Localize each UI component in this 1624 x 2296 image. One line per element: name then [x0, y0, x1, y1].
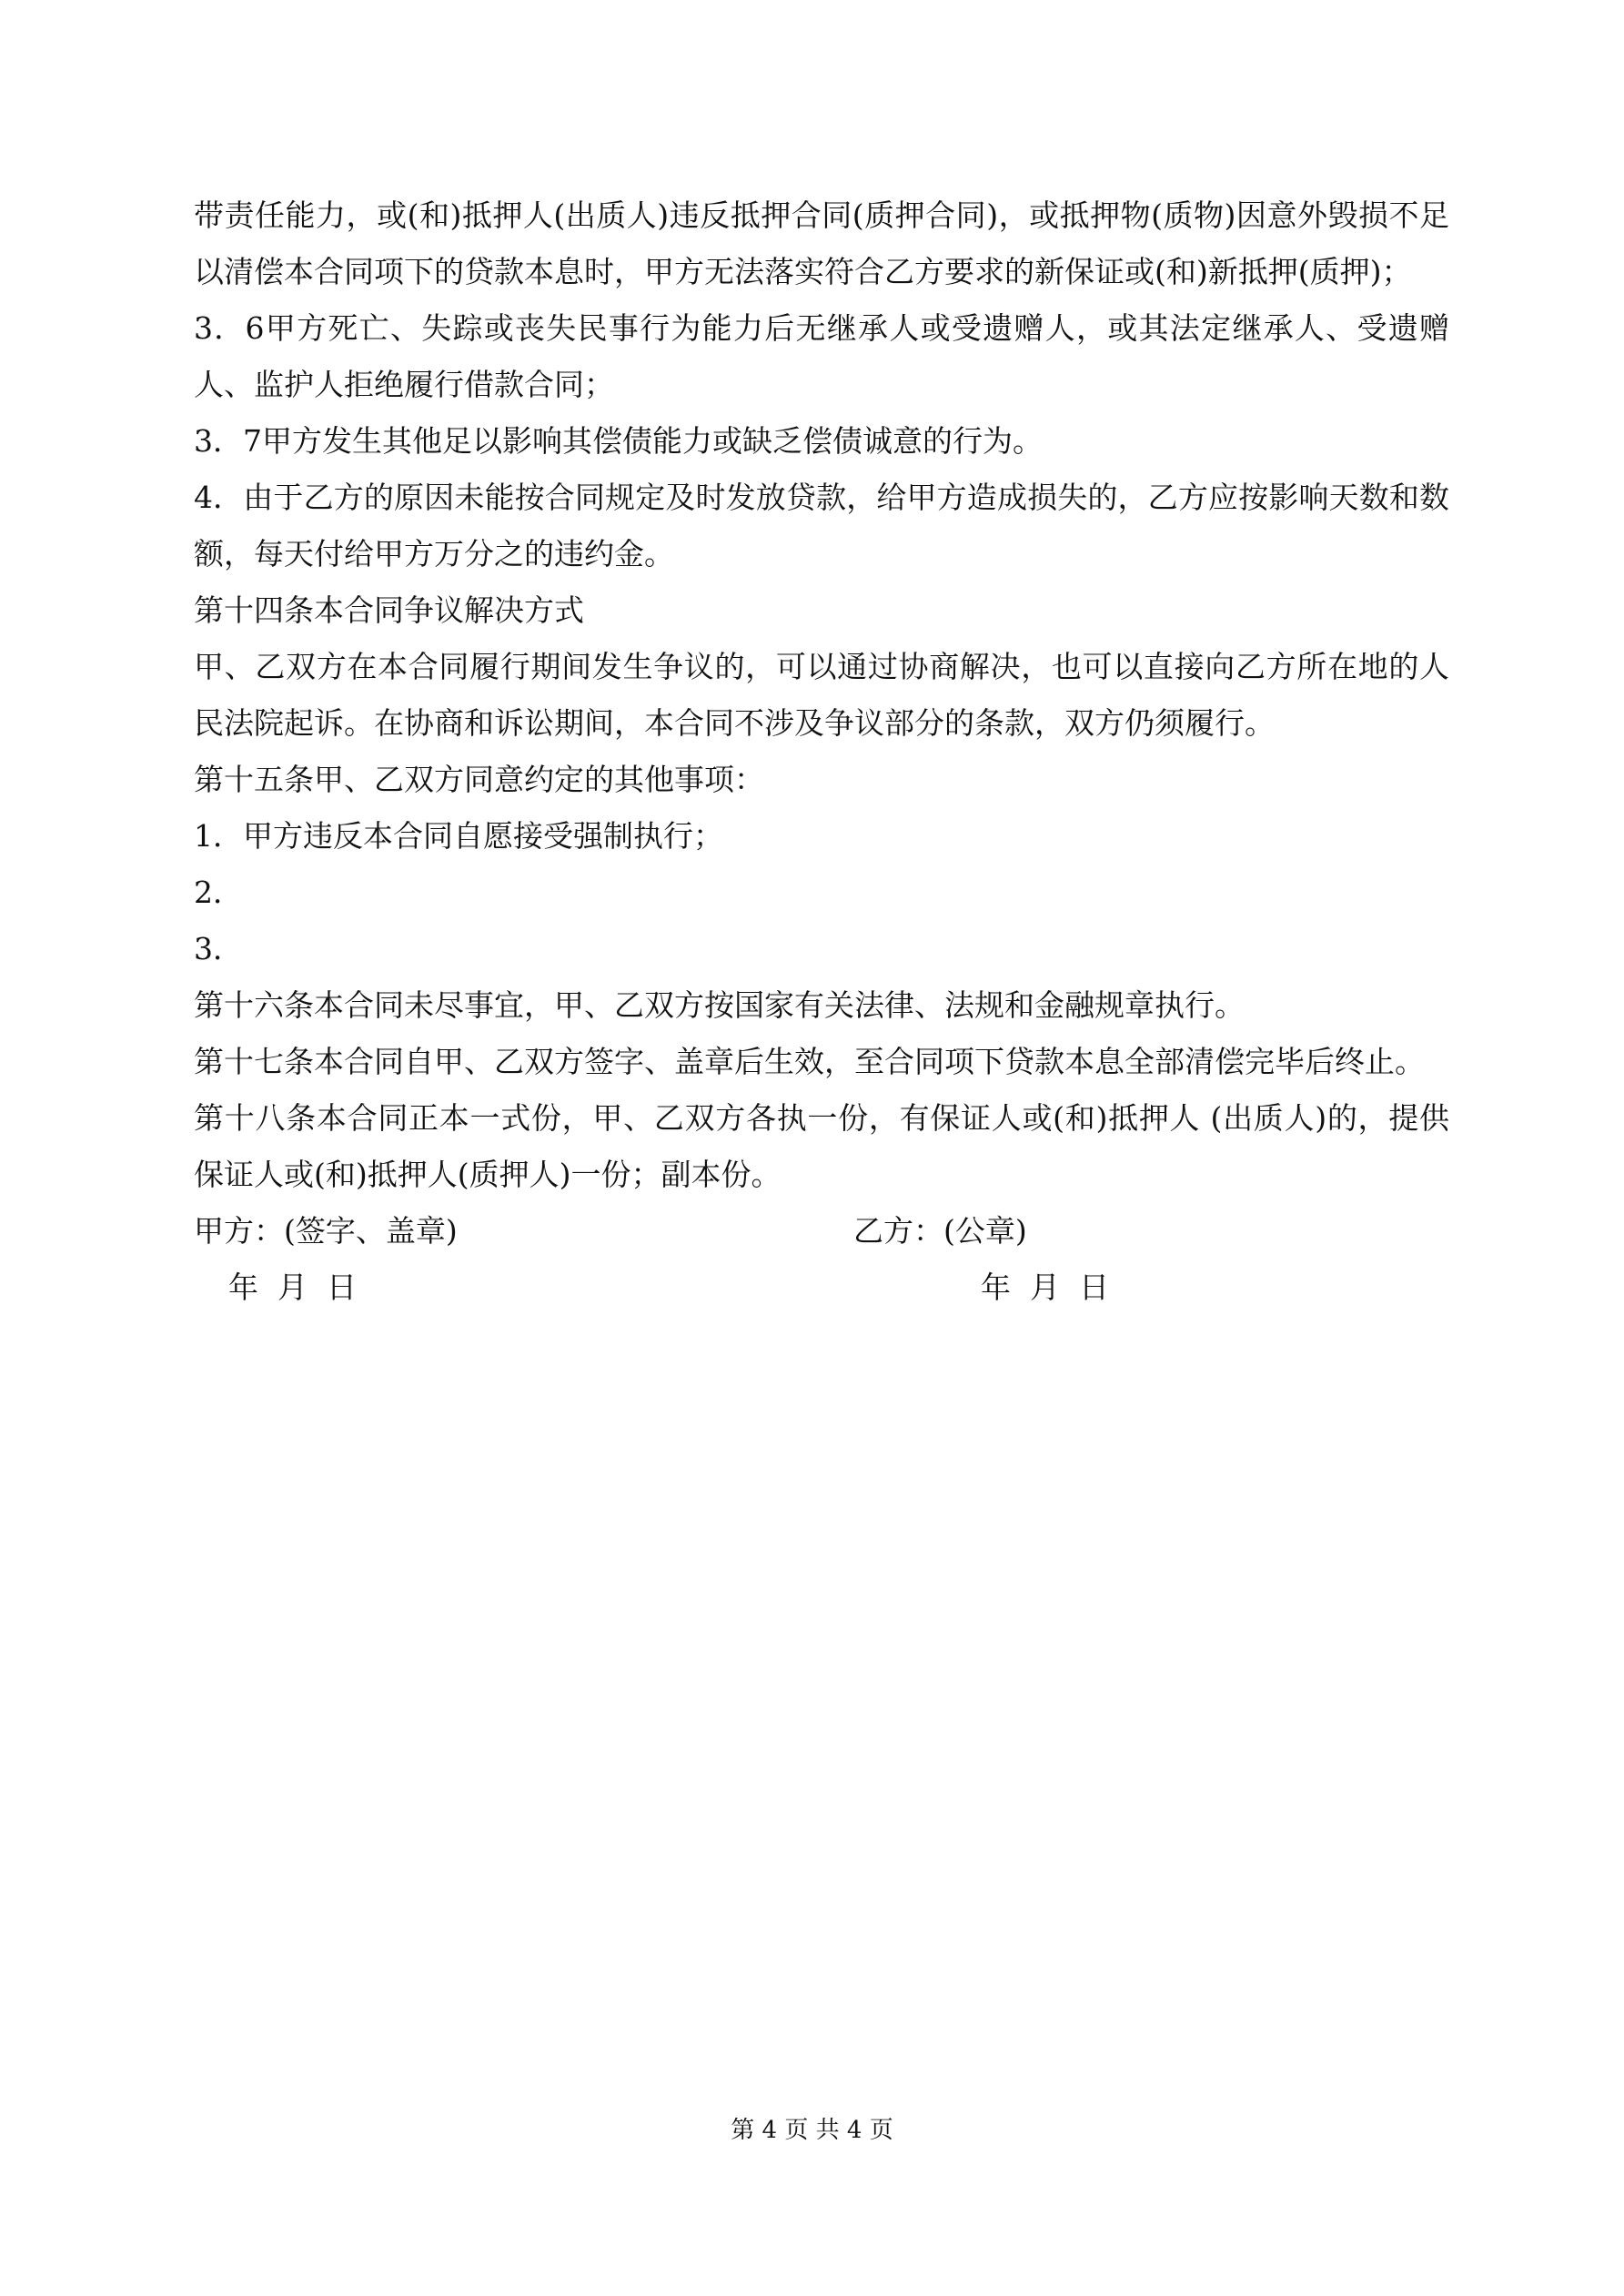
date-row: [194, 1259, 1449, 1316]
article-15-heading: 第十五条甲、乙双方同意约定的其他事项：: [194, 762, 764, 797]
paragraph-clause-3-7: 3．7甲方发生其他足以影响其偿债能力或缺乏偿债诚意的行为。: [194, 423, 1043, 459]
contract-body: [194, 187, 1449, 1316]
article-18: 第十八条本合同正本一式份，甲、乙双方各执一份，有保证人或(和)抵押人 (出质人)的，提供保证人或(和)抵押人(质押人)一份；副本份。: [194, 1100, 1449, 1192]
party-b-signature-label: 乙方：(公章): [853, 1213, 1027, 1249]
article-15-item-1: 1．甲方违反本合同自愿接受强制执行；: [194, 818, 723, 854]
article-17: 第十七条本合同自甲、乙双方签字、盖章后生效，至合同项下贷款本息全部清偿完毕后终止。: [194, 1044, 1425, 1079]
article-14-heading: 第十四条本合同争议解决方式: [194, 592, 584, 628]
paragraph-clause-3-6: 3．6甲方死亡、失踪或丧失民事行为能力后无继承人或受遗赠人，或其法定继承人、受遗赠人、监护人拒绝履行借款合同；: [194, 310, 1449, 402]
article-15-item-2: 2．: [194, 875, 243, 910]
page-number-footer: 第 4 页 共 4 页: [731, 2117, 893, 2144]
party-a-signature-label: 甲方：(签字、盖章): [194, 1213, 458, 1249]
article-14-content: 甲、乙双方在本合同履行期间发生争议的，可以通过协商解决，也可以直接向乙方所在地的人民法院起诉。在协商和诉讼期间，本合同不涉及争议部分的条款，双方仍须履行。: [194, 649, 1449, 741]
paragraph-liability-default: 带责任能力，或(和)抵押人(出质人)违反抵押合同(质押合同)，或抵押物(质物)因意外毁损不足以清偿本合同项下的贷款本息时，甲方无法落实符合乙方要求的新保证或(和)新抵押(质押)；: [194, 197, 1449, 289]
article-16: 第十六条本合同未尽事宜，甲、乙双方按国家有关法律、法规和金融规章执行。: [194, 987, 1245, 1023]
paragraph-clause-4: 4．由于乙方的原因未能按合同规定及时发放贷款，给甲方造成损失的，乙方应按影响天数和数额，每天付给甲方万分之的违约金。: [194, 480, 1449, 571]
party-a-date: 年 月 日: [228, 1269, 357, 1305]
signature-row: [194, 1203, 1449, 1259]
article-15-item-3: 3．: [194, 931, 243, 966]
party-b-date: 年 月 日: [981, 1269, 1109, 1305]
